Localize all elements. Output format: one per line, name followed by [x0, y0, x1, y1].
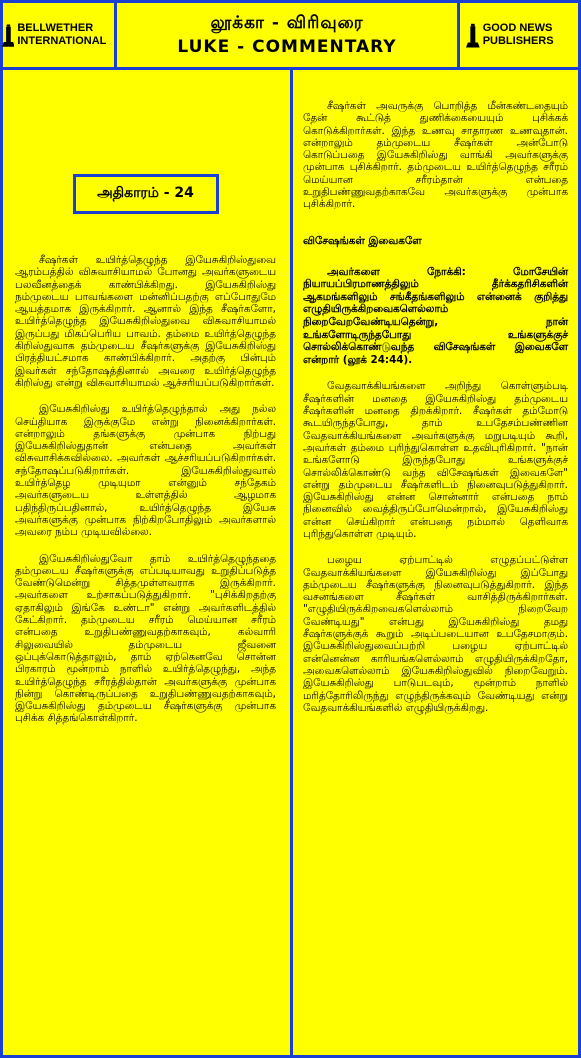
right-logo-text: GOOD NEWS PUBLISHERS — [482, 22, 554, 47]
paragraph: பழைய ஏற்பாட்டில் எழுதப்பட்டுள்ள வேதவாக்கியங்களை இயேசுகிறிஸ்து இப்போது தம்முடைய சீஷர்களுக்கு நினைவுபடுத்துகிறார். இந்த வசனங்களை சீஷர்கள் வாசித்திருக்கிறார்கள். "எழுதியிருக்கிறவைகளெல்லாம் நிறைவேற வேண்டியது" என்பது இயேசுகிறிஸ்து தமது சீஷர்களுக்குக் கூறும் அடிப்படையான உபதேசமாகும். இயேசுகிறிஸ்துவைப்பற்றி பழைய ஏற்பாட்டில் என்னென்ன காரியங்களெல்லாம் எழுதியிருக்கிறதோ, அவைகளெல்லாம் இயேசுகிறிஸ்துவில் நிறைவேறும். இயேசுகிறிஸ்து பாடுபடவும், மூன்றாம் நாளில் மரித்தோரிலிருந்து எழுந்திருக்கவும் வேண்டியது என்று வேதவாக்கியங்களில் எழுதியிருக்கிறது. — [303, 554, 568, 714]
right-column — [293, 70, 578, 1055]
paragraph: இயேசுகிறிஸ்து உயிர்த்தெழுந்தால் அது நல்ல செய்தியாக இருக்குமே என்று நினைக்கிறார்கள். என்றாலும் தங்களுக்கு முன்பாக நிற்பது இயேசுகிறிஸ்துதான் என்பதை அவர்கள் விசுவாசிக்கவில்லை. அவர்கள் ஆச்சரியப்படுகிறார்கள். சந்தோஷப்படுகிறார்கள். இயேசுகிறிஸ்துவால் உயிர்த்தெழ முடியுமா என்னும் சந்தேகம் அவர்களுடைய உள்ளத்தில் ஆழமாக பதிந்திருப்பதினால், உயிர்த்தெழுந்த இயேசு அவர்களுக்கு முன்பாக நிற்கிறபோதிலும் அவர்களால் அவரை நம்ப முடியவில்லை. — [15, 403, 276, 539]
paragraph: வேதவாக்கியங்களை அறிந்து கொள்ளும்படி சீஷர்களின் மனதை இயேசுகிறிஸ்து தம்முடைய சீஷர்களின் மனதை திறக்கிறார். சீஷர்கள் தம்மோடு கூடயிருந்தபோது, தாம் உபதேசம்பண்ணின வேதவாக்கியங்களை அவர்களுக்கு மறுபடியும் கூறி, அவர்கள் தம்மை புரிந்துகொள்ள உதவிபுரிகிறார். "நான் உங்களோடு இருந்தபோது உங்களுக்குச் சொல்லிக்கொண்டு வந்த விசேஷங்கள் இவைகளே" என்று தம்முடைய சீஷர்களிடம் நினைவுபடுத்துகிறார். இயேசுகிறிஸ்து என்ன சொன்னார் என்பதை நாம் நினைவில் வைத்திருப்போமென்றால், இயேசுகிறிஸ்து என்ன செய்கிறார் என்பதை நம்மால் தெளிவாக புரிந்துகொள்ள முடியும். — [303, 380, 568, 540]
scripture-quote: அவர்களை நோக்கி: மோசேயின் நியாயப்பிரமாணத்திலும் தீர்க்கதரிசிகளின் ஆகமங்களிலும் சங்கீதங்களிலும் என்னைக் குறித்து எழுதியிருக்கிறவைகளெல்லாம் நிறைவேறவேண்டியதென்று, நான் உங்களோடிருந்தபோது உங்களுக்குச் சொல்லிக்கொண்டுவந்த விசேஷங்கள் இவைகளே என்றார் (லூக் 24:44). — [303, 265, 568, 366]
header — [3, 3, 578, 70]
chapter-label: அதிகாரம் - 24 — [97, 185, 194, 201]
title-block — [117, 3, 460, 67]
left-column — [3, 70, 293, 1055]
right-logo — [460, 3, 578, 67]
chapter-box — [73, 174, 219, 214]
good-news-logo-icon — [466, 13, 480, 57]
title-tamil: லூக்கா - விரிவுரை — [210, 13, 364, 33]
section-heading: விசேஷங்கள் இவைகளே — [303, 234, 422, 247]
left-logo — [3, 3, 117, 67]
paragraph: இயேசுகிறிஸ்துவோ தாம் உயிர்த்தெழுந்ததை தம்முடைய சீஷர்களுக்கு எப்படியாவது உறுதிப்படுத்த வேண்டுமென்று சித்தமுள்ளவராக இருக்கிறார். அவர்களை உற்சாகப்படுத்துகிறார். "புசிக்கிறதற்கு ஏதாகிலும் இங்கே உண்டா" என்று அவர்களிடத்தில் கேட்கிறார். தம்முடைய சரீரம் மெய்யான சரீரம் என்பதை உறுதிபண்ணுவதற்காகவும், கல்வாரி சிலுவையில் தம்முடைய ஜீவனை ஒப்புக்கொடுத்தாலும், தாம் ஏற்கெனவே சொன்ன பிரகாரம் மூன்றாம் நாளில் உயிர்த்தெழுந்து, அந்த உயிர்த்தெழுந்த சரீரத்தில்தான் அவர்களுக்கு முன்பாக நின்று கொண்டிருப்பதை உறுதிபண்ணுவதற்காகவும், இயேசுகிறிஸ்து தம்முடைய சீஷர்களுக்கு முன்பாக புசிக்க சித்தங்கொள்கிறார். — [15, 552, 276, 725]
bellwether-logo-icon — [2, 13, 15, 57]
title-english: LUKE - COMMENTARY — [177, 37, 397, 57]
left-logo-text: BELLWETHER INTERNATIONAL — [17, 22, 107, 47]
paragraph: சீஷர்கள் அவருக்கு பொறித்த மீன்கண்டதையும் தேன் கூட்டுத் துணிக்கையையும் புசிக்கக் கொடுக்கிறார்கள். இந்த உணவு சாதாரண உணவுதான். என்றாலும் தம்முடைய சீஷர்கள் அன்போடு கொடுப்பதை இயேசுகிறிஸ்து வாங்கி அவர்களுக்கு முன்பாக புசிக்கிறார். தம்முடைய உயிர்த்தெழுந்த சரீரம் மெய்யான சரீரம்தான் என்பதை உறுதிபண்ணுவதற்காகவே அவர்களுக்கு முன்பாக புசிக்கிறார். — [303, 100, 568, 211]
paragraph: சீஷர்கள் உயிர்த்தெழுந்த இயேசுகிறிஸ்துவை ஆரம்பத்தில் விசுவாசியாமல் போனது அவர்களுடைய பலவீனத்தைக் காண்பிக்கிறது. இயேசுகிறிஸ்து நம்முடைய பாவங்களை மன்னிப்பதற்கு எப்போதுமே ஆயத்தமாக இருக்கிறார். ஆனால் இந்த சீஷர்களோ, உயிர்த்தெழுந்த இயேசுகிறிஸ்துவை விசுவாசியாமல் இருப்பது மிகப்பெரிய பாவம். தம்மை உயிர்த்தெழுந்த கிறிஸ்துவாக தம்முடைய சீஷர்களுக்கு இயேசுகிறிஸ்து பிரத்தியட்சமாக காண்பிக்கிறார். அதற்கு பின்பும் இவர்கள் சந்தோஷத்தினால் அவரை உயிர்த்தெழுந்த கிறிஸ்து என்று விசுவாசியாமல் ஆச்சரியப்படுகிறார்கள். — [15, 254, 276, 389]
content-columns — [3, 70, 578, 1055]
